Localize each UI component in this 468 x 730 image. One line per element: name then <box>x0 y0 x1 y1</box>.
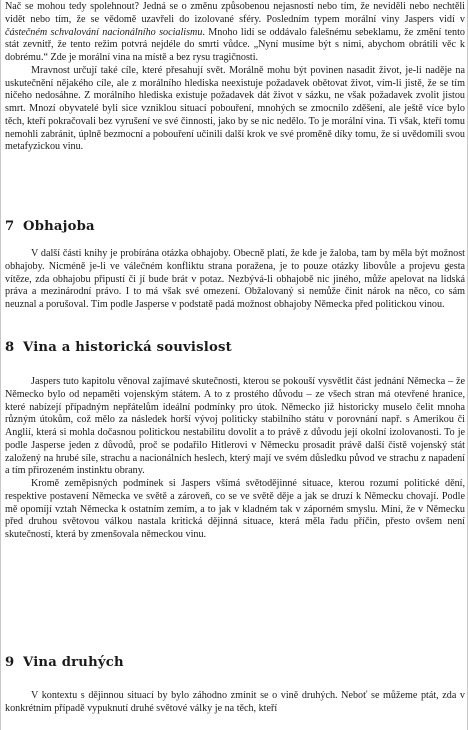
section-9-heading <box>5 655 124 671</box>
section-9-body <box>5 690 465 716</box>
section-9-title: Vina druhých <box>23 655 124 670</box>
section-8-body <box>5 376 465 542</box>
intro-paragraph-1 <box>5 1 465 65</box>
section-8-heading <box>5 340 232 356</box>
section-7-number: 7 <box>5 219 15 234</box>
section-9-number: 9 <box>5 655 15 670</box>
intro-p1-text-a: Nač se mohou tedy spolehnout? Jedná se o změnu způsobenou nejasností nebo tím, že neviděli nebo nechtěli vidět nebo tím, že se vědomě uzavřeli do izolované sféry. Posledním typem morální viny Jaspers vidí v <box>5 1 465 25</box>
section-7-title: Obhajoba <box>23 219 95 234</box>
intro-p1-emphasis: částečném schvalování nacionálního socialismu <box>5 26 203 38</box>
section-8-number: 8 <box>5 340 15 355</box>
section-8-paragraph-1: Jaspers tuto kapitolu věnoval zajímavé skutečnosti, kterou se pokouší vysvětlit část jednání Německa – že Německo bylo od nepaměti vojenským státem. A to z prostého důvodu – ze všech stran má otevřené hranice, které nabízejí případným nepřátelům ideální podmínky pro útok. Německo již historicky muselo čelit mnoha různým útokům, což mělo za následek horší vývoj politicky stabilního státu v porovnání např. s Amerikou či Anglií, která si mohla dočasnou politickou nestabilitu dovolit a to právě z důvodu její okolní izolovanosti. To je podle Jasperse jeden z důvodů, proč se podařilo Hitlerovi v Německu prosadit právě další čistě vojenský stát založený na hrubé síle, strachu a nacionálních heslech, který mají ve svém důsledku původ ve strachu z napadení a tím přirozeném instinktu obrany. <box>5 376 465 477</box>
section-7-heading <box>5 219 95 235</box>
section-7-paragraph-1: V další části knihy je probírána otázka obhajoby. Obecně platí, že kde je žaloba, tam by měla být možnost obhajoby. Nicméně je-li ve válečném konfliktu strana poražena, je to pouze otázky libovůle a projevu gesta vítěze, zda obhajobu připustí či jí bude brát v potaz. Nezbývá-li obhajobě nic jiného, může apelovat na lidská práva a mezinárodní právo. I to má však své omezení. Obžalovaný si nemůže činit nárok na něco, co sám neuznal a porušoval. Tím podle Jasperse v podstatě padá možnost obhajoby Německa před politickou vinou. <box>5 248 465 310</box>
section-8-paragraph-2: Kromě zeměpisných podmínek si Jaspers všímá světodějinné situace, kterou rozumí politické dění, respektive postavení Německa ve světě a zároveň, co se ve světě děje a jak se druzí k Německu chovají. Podle mě opomíjí vztah Německa k ostatním zemím, a to jak v kladném tak v záporném smyslu. Míní, že v Německu před druhou světovou válkou nastala kritická dějinná situace, která měla řadu příčin, přesto ovšem není skutečností, která by zmenšovala německou vinu. <box>5 478 465 540</box>
intro-section <box>5 1 465 154</box>
section-9-paragraph-1: V kontextu s dějinnou situací by bylo záhodno zmínit se o vině druhých. Neboť se můžeme ptát, zda v konkrétním případě vypuknutí druhé světové války je na těch, kteří <box>5 690 465 714</box>
section-7-body <box>5 248 465 312</box>
intro-paragraph-2: Mravnost určují také cíle, které přesahují svět. Morálně mohu být povinen nasadit život, je-li naděje na uskutečnění nějakého cíle, ale z morálního hlediska neexistuje požadavek obětovat život, vím-li jistě, že se tím ničeho nedosáhne. Z morálního hlediska existuje požadavek dát život v sázku, ne však požadavek zvolit jistou smrt. Mnozí obyvatelé byli sice vzniklou situací pobouření, mnohých se zmocnilo zděšení, ale ještě více bylo těch, kteří pokračovali bez vyrušení ve své činnosti, jako by se nic nedělo. To je morální vina. Ti však, kteří tomu nemohli zabránit, úplně bezmocní a pobouření učinili další krok ve své proměně díky tomu, že si uvědomili svou metafyzickou vinu. <box>5 64 465 153</box>
intro-p1-text-b: . Mnoho lidí se oddávalo falešnému sebeklamu, že změní tento stát zevnitř, že tento režim potvrá nejdéle do smrti vůdce. „Nyní musíme být s nimi, abychom obrátili věc k dobrému.“ Zde je morální vina na místě a bez rysu tragičnosti. <box>5 26 465 63</box>
section-8-title: Vina a historická souvislost <box>23 340 232 355</box>
